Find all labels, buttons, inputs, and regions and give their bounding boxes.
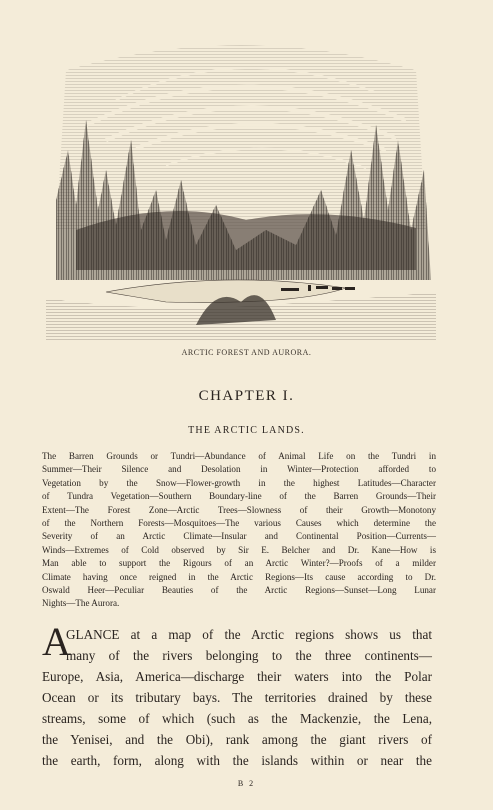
synopsis-line: The Barren Grounds or Tundri—Abundance of Animal Life on the Tundri in — [42, 451, 436, 461]
synopsis-line: Vegetation by the Snow—Flower-growth in the highest Latitudes—Character — [42, 477, 436, 488]
synopsis-line: Nights—The Aurora. — [42, 598, 120, 609]
signature-mark: B 2 — [237, 779, 256, 788]
body-line: the earth, form, along with the islands within or near the — [42, 753, 432, 768]
synopsis-line: Extent—The Forest Zone—Arctic Trees—Slowness of their Growth—Monotony — [42, 504, 436, 515]
drop-cap: A — [42, 619, 71, 664]
synopsis-line: Summer—Their Silence and Desolation in Winter—Protection afforded to — [42, 464, 436, 475]
synopsis-line: of the Northern Forests—Mosquitoes—The various Causes which determine the — [42, 518, 436, 529]
illustration-caption: ARCTIC FOREST AND AURORA. — [181, 348, 312, 357]
synopsis-line: Man able to support the Rigours of an Arctic Winter?—Proofs of a milder — [42, 558, 436, 569]
body-line: Ocean or its tributary bays. The territories drained by these — [42, 690, 432, 705]
synopsis-line: Oswald Heer—Peculiar Beauties of the Arctic Regions—Sunset—Long Lunar — [42, 585, 436, 596]
body-text — [42, 619, 432, 771]
body-line: many of the rivers belonging to the three continents— — [66, 648, 432, 663]
body-line: Europe, Asia, America—discharge their waters into the Polar — [42, 669, 432, 684]
chapter-synopsis — [42, 450, 436, 611]
chapter-number: CHAPTER I. — [198, 388, 295, 404]
synopsis-line: Severity of an Arctic Climate—Insular and Continental Position—Currents— — [42, 531, 436, 542]
body-line: GLANCE at a map of the Arctic regions shows us that — [66, 627, 432, 642]
synopsis-line: of Tundra Vegetation—Southern Boundary-line of the Barren Grounds—Their — [42, 491, 436, 502]
synopsis-line: Winds—Extremes of Cold observed by Sir E. Belcher and Dr. Kane—How is — [42, 544, 436, 555]
chapter-title: THE ARCTIC LANDS. — [188, 425, 305, 436]
arctic-forest-engraving — [46, 30, 436, 340]
body-line: streams, some of which (such as the Mackenzie, the Lena, — [42, 711, 432, 726]
synopsis-line: Climate having once reigned in the Arctic Regions—Its cause according to Dr. — [42, 571, 436, 582]
body-line: the Yenisei, and the Obi), rank among the giant rivers of — [42, 732, 432, 747]
